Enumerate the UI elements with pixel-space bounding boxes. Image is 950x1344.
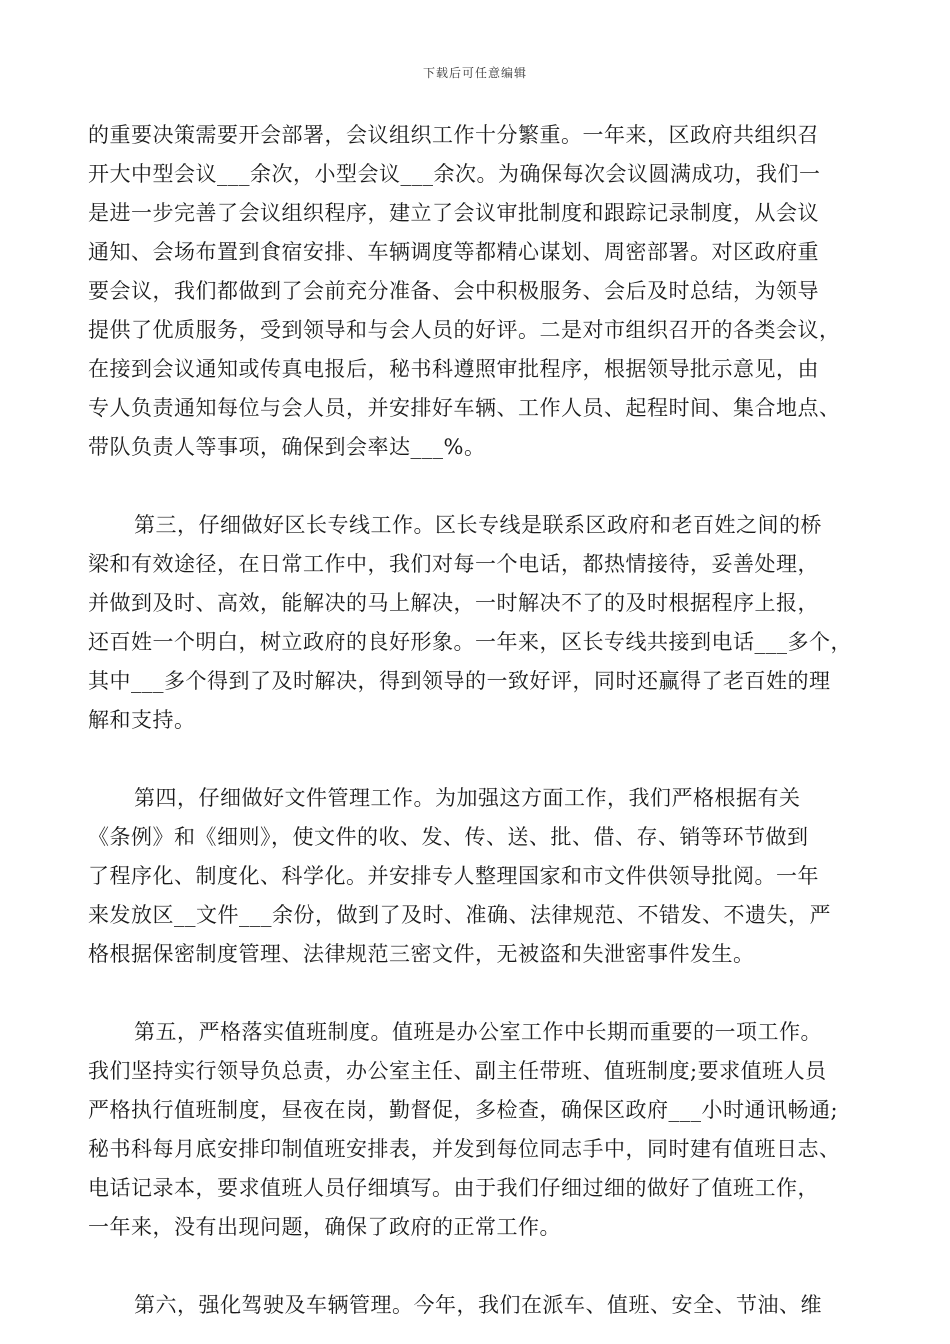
text-line: 带队负责人等事项，确保到会率达___%。: [88, 435, 486, 459]
text-line: 提供了优质服务，受到领导和与会人员的好评。二是对市组织召开的各类会议，: [88, 318, 841, 342]
text-line: 秘书科每月底安排印制值班安排表，并发到每位同志手中，同时建有值班日志、: [88, 1137, 841, 1161]
paragraph-vehicles: [88, 1286, 868, 1325]
paragraph-hotline: [88, 506, 868, 740]
paragraph-gap: [88, 974, 868, 1013]
text-line: 要会议，我们都做到了会前充分准备、会中积极服务、会后及时总结，为领导: [88, 279, 819, 303]
paragraph-documents: [88, 779, 868, 974]
text-line: 一年来，没有出现问题，确保了政府的正常工作。: [88, 1215, 561, 1239]
document-body: [88, 116, 868, 1325]
text-line: 第四，仔细做好文件管理工作。为加强这方面工作，我们严格根据有关: [134, 786, 801, 810]
text-line: 第五，严格落实值班制度。值班是办公室工作中长期而重要的一项工作。: [134, 1020, 822, 1044]
text-line: 还百姓一个明白，树立政府的良好形象。一年来，区长专线共接到电话___多个，: [88, 630, 852, 654]
text-line: 来发放区__文件___余份，做到了及时、准确、法律规范、不错发、不遗失，严: [88, 903, 831, 927]
text-line: 其中___多个得到了及时解决，得到领导的一致好评，同时还赢得了老百姓的理: [88, 669, 831, 693]
text-line: 并做到及时、高效，能解决的马上解决，一时解决不了的及时根据程序上报，: [88, 591, 819, 615]
paragraph-gap: [88, 740, 868, 779]
text-line: 了程序化、制度化、科学化。并安排专人整理国家和市文件供领导批阅。一年: [88, 864, 819, 888]
text-line: 的重要决策需要开会部署，会议组织工作十分繁重。一年来，区政府共组织召: [88, 123, 819, 147]
text-line: 是进一步完善了会议组织程序，建立了会议审批制度和跟踪记录制度，从会议: [88, 201, 819, 225]
text-line: 电话记录本，要求值班人员仔细填写。由于我们仔细过细的做好了值班工作，: [88, 1176, 819, 1200]
paragraph-gap: [88, 1247, 868, 1286]
text-line: 梁和有效途径，在日常工作中，我们对每一个电话，都热情接待，妥善处理，: [88, 552, 819, 576]
text-line: 解和支持。: [88, 708, 196, 732]
text-line: 格根据保密制度管理、法律规范三密文件，无被盗和失泄密事件发生。: [88, 942, 755, 966]
text-line: 专人负责通知每位与会人员，并安排好车辆、工作人员、起程时间、集合地点、: [88, 396, 841, 420]
text-line: 严格执行值班制度，昼夜在岗，勤督促，多检查，确保区政府___小时通讯畅通;: [88, 1098, 839, 1122]
paragraph-gap: [88, 467, 868, 506]
text-line: 《条例》和《细则》，使文件的收、发、传、送、批、借、存、销等环节做到: [88, 825, 809, 849]
paragraph-duty: [88, 1013, 868, 1247]
text-line: 我们坚持实行领导负总责，办公室主任、副主任带班、值班制度;要求值班人员: [88, 1059, 827, 1083]
text-line: 第六，强化驾驶及车辆管理。今年，我们在派车、值班、安全、节油、维: [134, 1293, 822, 1317]
text-line: 在接到会议通知或传真电报后，秘书科遵照审批程序，根据领导批示意见，由: [88, 357, 819, 381]
text-line: 第三，仔细做好区长专线工作。区长专线是联系区政府和老百姓之间的桥: [134, 513, 822, 537]
page-header-note: 下载后可任意编辑: [422, 66, 527, 80]
text-line: 开大中型会议___余次，小型会议___余次。为确保每次会议圆满成功，我们一: [88, 162, 821, 186]
text-line: 通知、会场布置到食宿安排、车辆调度等都精心谋划、周密部署。对区政府重: [88, 240, 819, 264]
paragraph-meetings: [88, 116, 868, 467]
